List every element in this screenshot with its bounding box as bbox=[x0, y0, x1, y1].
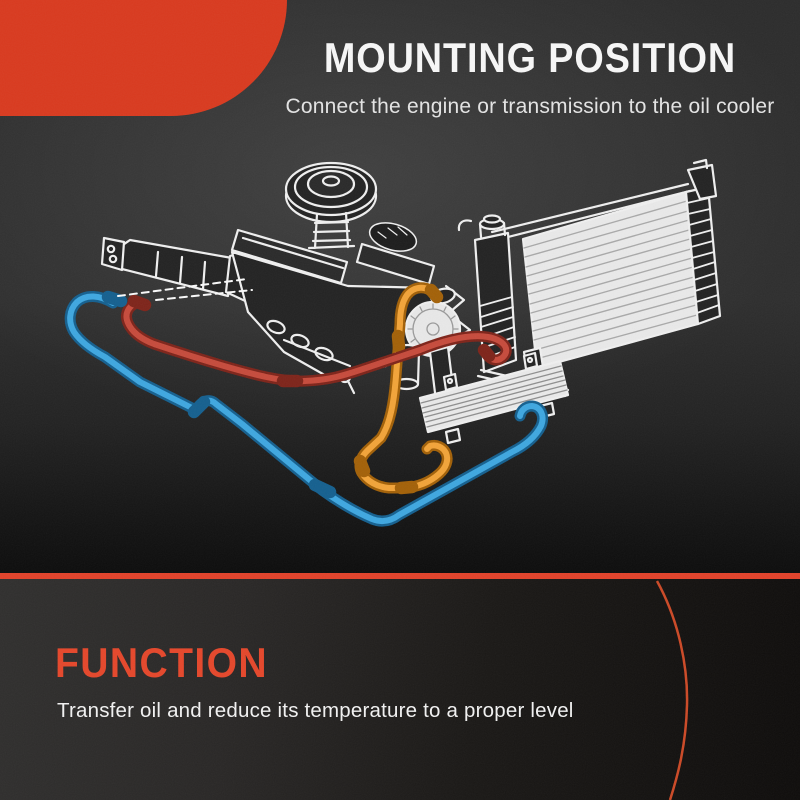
header bbox=[268, 34, 792, 119]
curve-accent-line bbox=[0, 579, 800, 800]
function-title: FUNCTION bbox=[55, 639, 268, 686]
page-subtitle: Connect the engine or transmission to the oil cooler bbox=[285, 95, 775, 119]
function-section bbox=[0, 579, 800, 800]
engine-and-transmission bbox=[102, 163, 470, 393]
transmission-tail bbox=[118, 240, 232, 296]
cooler-foot bbox=[446, 429, 460, 443]
overflow-tube bbox=[459, 220, 471, 230]
output-yoke bbox=[102, 238, 124, 270]
radiator-cap bbox=[484, 216, 500, 223]
function-subtitle: Transfer oil and reduce its temperature to a proper level bbox=[57, 699, 574, 722]
page-title: MOUNTING POSITION bbox=[323, 34, 737, 81]
